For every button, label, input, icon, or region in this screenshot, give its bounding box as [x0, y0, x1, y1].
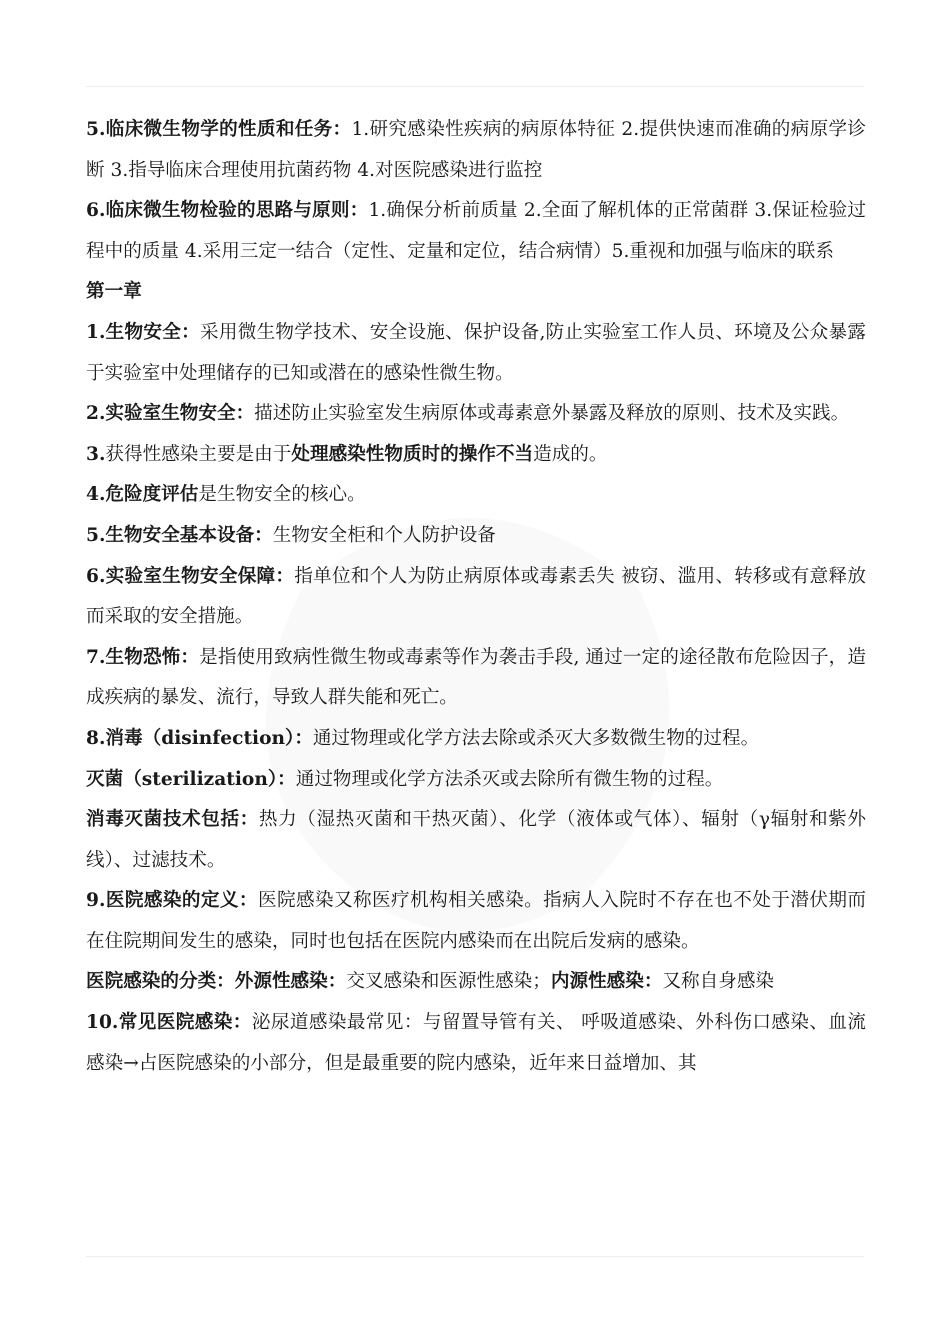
bold-term: 1.生物安全： [86, 321, 200, 343]
bold-term: 灭菌（sterilization）： [86, 768, 296, 790]
paragraph [86, 719, 866, 760]
paragraph [86, 435, 866, 476]
paragraph [86, 110, 866, 191]
text-run: 造成的。 [533, 443, 608, 465]
paragraph [86, 313, 866, 394]
bold-term: 7.生物恐怖： [86, 646, 200, 668]
bold-term: 8.消毒（disinfection）： [86, 727, 313, 749]
paragraph [86, 191, 866, 272]
bold-term: 6.临床微生物检验的思路与原则： [86, 200, 369, 222]
bold-term: 9.医院感染的定义： [86, 890, 258, 912]
paragraph [86, 1003, 866, 1084]
top-divider [86, 86, 864, 87]
text-run: 热力（湿热灭菌和干热灭菌）、化学（液体或气体）、辐射（γ辐射和紫外线）、过滤技术。 [86, 809, 866, 871]
paragraph [86, 760, 866, 801]
bold-term: 6.实验室生物安全保障： [86, 565, 295, 587]
paragraph [86, 638, 866, 719]
text-run: 医院感染又称医疗机构相关感染。指病人入院时不存在也不处于潜伏期而在住院期间发生的感染，同时也包括在医院内感染而在出院后发病的感染。 [86, 890, 866, 952]
paragraph [86, 394, 866, 435]
text-run: 1.研究感染性疾病的病原体特征 2.提供快速而准确的病原学诊断 3.指导临床合理使用抗菌药物 4.对医院感染进行监控 [86, 119, 866, 181]
paragraph [86, 800, 866, 881]
paragraph [86, 557, 866, 638]
text-run: 通过物理或化学方法杀灭或去除所有微生物的过程。 [295, 768, 724, 790]
paragraph [86, 475, 866, 516]
bold-term: 消毒灭菌技术包括： [86, 809, 259, 831]
bottom-divider [86, 1256, 864, 1257]
text-run: 生物安全柜和个人防护设备 [272, 524, 496, 546]
text-run: 又称自身感染 [662, 971, 775, 993]
text-run: 泌尿道感染最常见：与留置导管有关、 呼吸道感染、外科伤口感染、血流感染→占医院感染的小部分，但是最重要的院内感染，近年来日益增加、其 [86, 1012, 866, 1074]
text-run: 描述防止实验室发生病原体或毒素意外暴露及释放的原则、技术及实践。 [254, 403, 850, 425]
paragraph [86, 272, 866, 313]
paragraph [86, 962, 866, 1003]
text-run: 是生物安全的核心。 [198, 484, 366, 506]
text-run: 通过物理或化学方法去除或杀灭大多数微生物的过程。 [312, 727, 760, 749]
text-run: 采用微生物学技术、安全设施、保护设备,防止实验室工作人员、环境及公众暴露于实验室中处理储存的已知或潜在的感染性微生物。 [86, 321, 866, 384]
bold-term: 2.实验室生物安全： [86, 403, 255, 425]
text-run: 指单位和个人为防止病原体或毒素丢失 被窃、滥用、转移或有意释放而采取的安全措施。 [86, 565, 866, 628]
text-run: 获得性感染主要是由于 [105, 443, 292, 465]
document-body [86, 110, 866, 1084]
bold-term: 5.生物安全基本设备： [86, 524, 273, 546]
bold-term: 5.临床微生物学的性质和任务： [86, 119, 352, 140]
bold-term: 4.危险度评估 [86, 484, 199, 506]
bold-term: 内源性感染： [550, 971, 663, 993]
bold-term: 第一章 [86, 281, 142, 303]
text-run: 是指使用致病性微生物或毒素等作为袭击手段, 通过一定的途径散布危险因子，造成疾病的暴发、流行，导致人群失能和死亡。 [86, 646, 866, 709]
text-run: 1.确保分析前质量 2.全面了解机体的正常菌群 3.保证检验过程中的质量 4.采用三定一结合（定性、定量和定位，结合病情）5.重视和加强与临床的联系 [86, 200, 866, 262]
bold-term: 10.常见医院感染： [86, 1012, 252, 1034]
bold-term: 处理感染性物质时的操作不当 [291, 443, 534, 465]
bold-term: 3. [86, 443, 106, 465]
text-run: 交叉感染和医源性感染； [346, 971, 551, 993]
paragraph [86, 881, 866, 962]
paragraph [86, 516, 866, 557]
bold-term: 医院感染的分类：外源性感染： [86, 971, 347, 993]
